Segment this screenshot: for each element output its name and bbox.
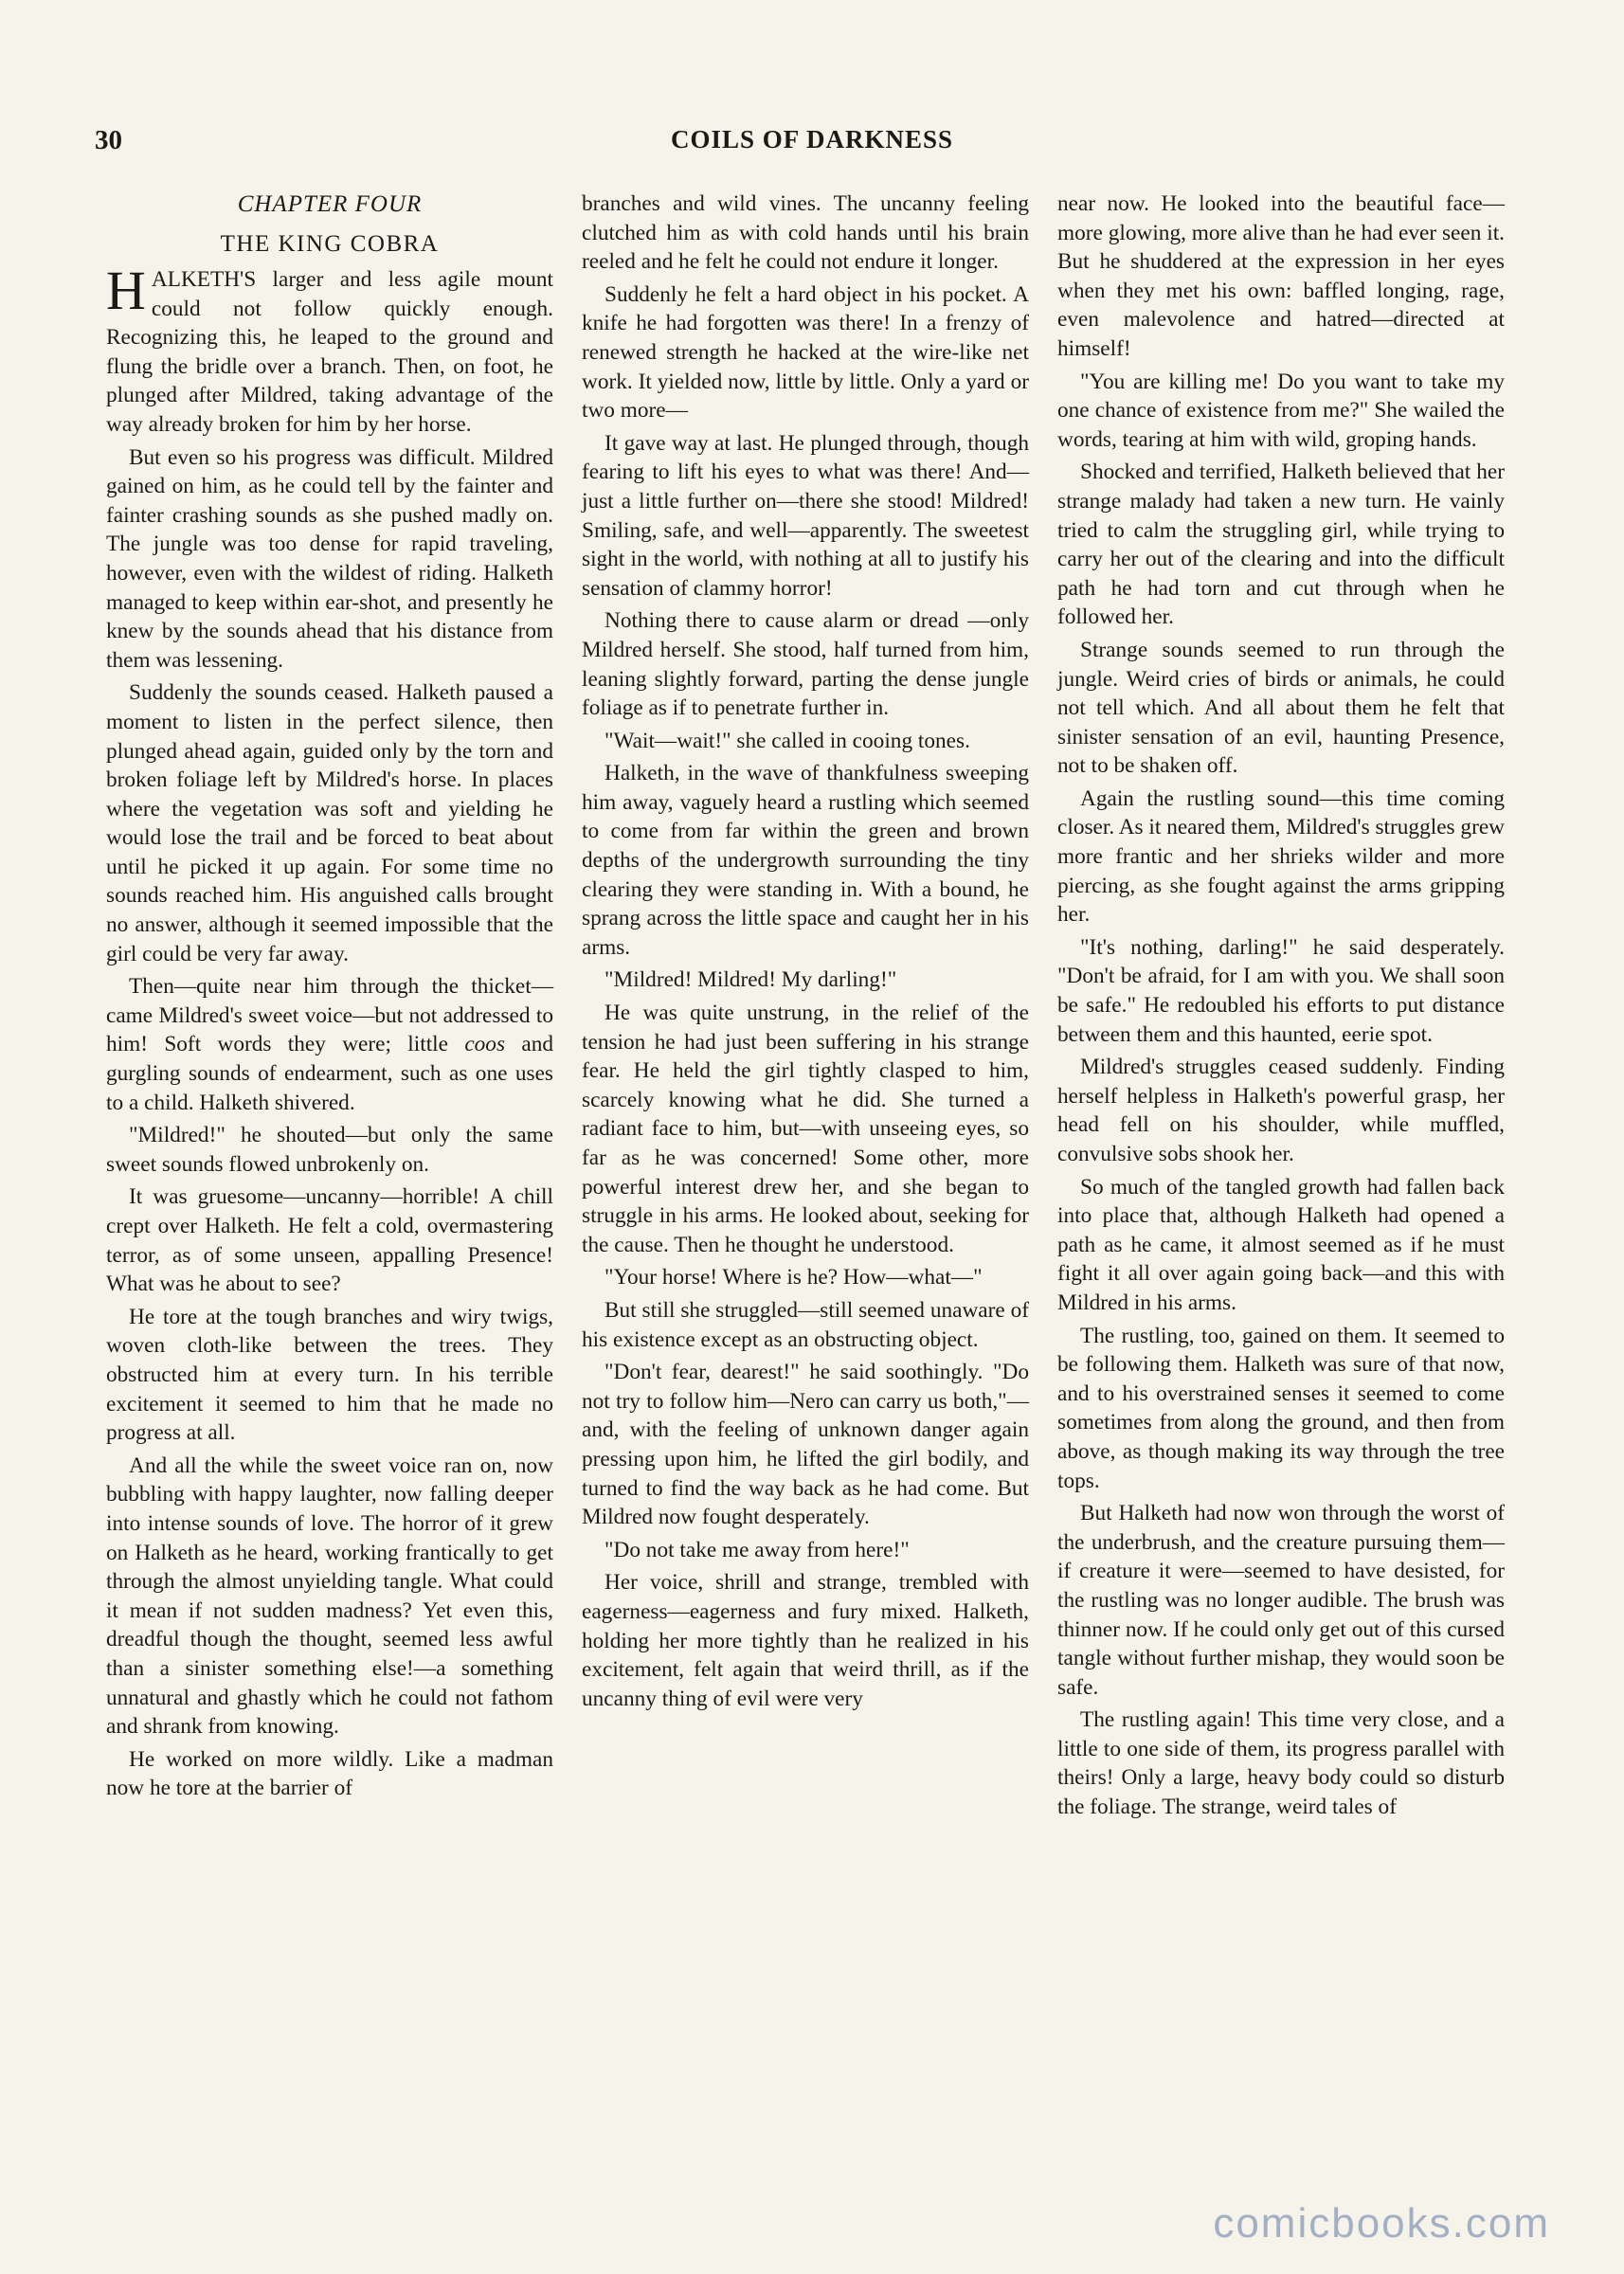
paragraph: Nothing there to cause alarm or dread —only Mildred herself. She stood, half turned from him, leaning slightly forward, parting the dense jungle foliage as if to penetrate further in.: [582, 608, 1029, 721]
paragraph: "Wait—wait!" she called in cooing tones.: [604, 728, 970, 753]
column-1: [106, 190, 553, 1807]
paragraph: The rustling, too, gained on them. It seemed to be following them. Halketh was sure of that now, and to his overstrained senses it seemed to come sometimes from along the ground, and then from above, as though making its way through the tree tops.: [1057, 1323, 1505, 1493]
paragraph: And all the while the sweet voice ran on, now bubbling with happy laughter, now falling deeper into intense sounds of love. The horror of it grew on Halketh as he heard, working frantically to get through the almost unyielding tangle. What could it mean if not sudden madness? Yet even this, dreadful though the thought, seemed less awful than a sinister something else!—a something unnatural and ghastly which he could not fathom and shrank from knowing.: [106, 1453, 553, 1740]
chapter-number: CHAPTER FOUR: [237, 191, 423, 217]
paragraph: Her voice, shrill and strange, trembled with eagerness—eagerness and fury mixed. Halketh, holding her more tightly than he realized in his excitement, felt again that weird thrill, as if the uncanny thing of evil were very: [582, 1570, 1029, 1711]
column-3: [1057, 190, 1505, 1826]
paragraph: "Mildred!" he shouted—but only the same sweet sounds flowed unbrokenly on.: [106, 1123, 553, 1177]
text-columns: [106, 190, 1508, 2151]
paragraph: So much of the tangled growth had fallen back into place that, although Halketh had opened a path as he came, it almost seemed as if he must fight it all over again going back—and this with Mildred in his arms.: [1057, 1174, 1505, 1315]
paragraph: It gave way at last. He plunged through, though fearing to lift his eyes to what was there! And—just a little further on—there she stood! Mildred! Smiling, safe, and well—apparently. The sweetest sight in the world, with nothing at all to justify his sensation of clammy horror!: [582, 430, 1029, 601]
watermark: comicbooks.com: [1213, 2200, 1550, 2247]
chapter-title: THE KING COBRA: [220, 231, 440, 257]
page-header: [0, 125, 1624, 163]
page-number: 30: [95, 125, 122, 155]
paragraph: Then—quite near him through the thicket—came Mildred's sweet voice—but not addressed to him! Soft words they were; little coos and gurgling sounds of endearment, such as one uses to a child. Halketh shivered.: [106, 974, 553, 1115]
running-head: COILS OF DARKNESS: [670, 125, 954, 153]
paragraph: "Your horse! Where is he? How—what—": [604, 1265, 983, 1290]
paragraph: The rustling again! This time very close, and a little to one side of them, its progress parallel with theirs! Only a large, heavy body could so disturb the foliage. The strange, weird tales of: [1057, 1707, 1505, 1820]
paragraph: He was quite unstrung, in the relief of the tension he had just been suffering in his strange fear. He held the girl tightly clasped to him, scarcely knowing what he did. She turned a radiant face to him, but—with unseeing eyes, so far as he was concerned! Some other, more powerful interest drew her, and she began to struggle in his arms. He looked about, seeking for the cause. Then he thought he understood.: [582, 1001, 1029, 1257]
paragraph: near now. He looked into the beautiful face—more glowing, more alive than he had ever seen it. But he shuddered at the expression in her eyes when they met his own: baffled longing, rage, even malevolence and hatred—directed at himself!: [1057, 191, 1505, 361]
paragraph: It was gruesome—uncanny—horrible! A chill crept over Halketh. He felt a cold, overmastering terror, as of some unseen, appalling Presence! What was he about to see?: [106, 1184, 553, 1297]
paragraph: "Mildred! Mildred! My darling!": [604, 967, 897, 993]
paragraph: HALKETH'S larger and less agile mount could not follow quickly enough. Recognizing this, he leaped to the ground and flung the bridle over a branch. Then, on foot, he plunged after Mildred, taking advantage of the way already broken for him by her horse.: [106, 260, 553, 437]
paragraph: Mildred's struggles ceased suddenly. Finding herself helpless in Halketh's powerful grasp, her head fell on his shoulder, while muffled, convulsive sobs shook her.: [1057, 1055, 1505, 1166]
paragraph: Again the rustling sound—this time coming closer. As it neared them, Mildred's struggles grew more frantic and her shrieks wilder and more piercing, as she fought against the arms gripping her.: [1057, 785, 1505, 928]
paragraph: Suddenly he felt a hard object in his pocket. A knife he had forgotten was there! In a frenzy of renewed strength he hacked at the wire-like net work. It yielded now, little by little. Only a yard or two more—: [582, 281, 1029, 424]
column-2: [582, 190, 1029, 1717]
paragraph: Suddenly the sounds ceased. Halketh paused a moment to listen in the perfect silence, then plunged ahead again, guided only by the torn and broken foliage left by Mildred's horse. In places where the vegetation was soft and yielding he would lose the trail and be forced to beat about until he picked it up again. For some time no sounds reached him. His anguished calls brought no answer, although it seemed impossible that the girl could be very far away.: [106, 680, 553, 966]
paragraph: Halketh, in the wave of thankfulness sweeping him away, vaguely heard a rustling which seemed to come from far within the green and brown depths of the undergrowth surrounding the tiny clearing they were standing in. With a bound, he sprang across the little space and caught her in his arms.: [582, 761, 1029, 960]
paragraph: "You are killing me! Do you want to take my one chance of existence from me?" She wailed the words, tearing at him with wild, groping hands.: [1057, 369, 1505, 452]
paragraph: branches and wild vines. The uncanny feeling clutched him as with cold hands until his brain reeled and he felt he could not endure it longer.: [582, 191, 1029, 275]
paragraph: But Halketh had now won through the worst of the underbrush, and the creature pursuing them—if creature it were—seemed to have desisted, for the rustling was no longer audible. The brush was thinner now. If he could only get out of this cursed tangle without further mishap, they would soon be safe.: [1057, 1501, 1505, 1700]
paragraph: Strange sounds seemed to run through the jungle. Weird cries of birds or animals, he could not tell which. And all about them he felt that sinister sensation of an evil, haunting Presence, not to be shaken off.: [1057, 637, 1505, 779]
paragraph: "Do not take me away from here!": [604, 1537, 910, 1562]
paragraph: "Don't fear, dearest!" he said soothingly. "Do not try to follow him—Nero can carry us both,"—and, with the feeling of unknown danger again pressing upon him, he lifted the girl bodily, and turned to find the way back as he had come. But Mildred now fought desperately.: [582, 1360, 1029, 1530]
drop-cap: H: [106, 260, 146, 321]
paragraph: Shocked and terrified, Halketh believed that her strange malady had taken a new turn. He vainly tried to calm the struggling girl, while trying to carry her out of the clearing and into the difficult path he had torn and cut through when he followed her.: [1057, 460, 1505, 630]
paragraph: He tore at the tough branches and wiry twigs, woven cloth-like between the trees. They obstructed him at every turn. In his terrible excitement it seemed to him that he made no progress at all.: [106, 1304, 553, 1446]
paragraph: But still she struggled—still seemed unaware of his existence except as an obstructing object.: [582, 1297, 1029, 1352]
paragraph: "It's nothing, darling!" he said desperately. "Don't be afraid, for I am with you. We shall soon be safe." He redoubled his efforts to put distance between them and this haunted, eerie spot.: [1057, 934, 1505, 1047]
paragraph: But even so his progress was difficult. Mildred gained on him, as he could tell by the fainter and fainter crashing sounds as she pushed madly on. The jungle was too dense for rapid traveling, however, even with the wildest of riding. Halketh managed to keep within ear-shot, and presently he knew by the sounds ahead that his distance from them was lessening.: [106, 444, 553, 673]
paragraph: He worked on more wildly. Like a madman now he tore at the barrier of: [106, 1746, 553, 1801]
